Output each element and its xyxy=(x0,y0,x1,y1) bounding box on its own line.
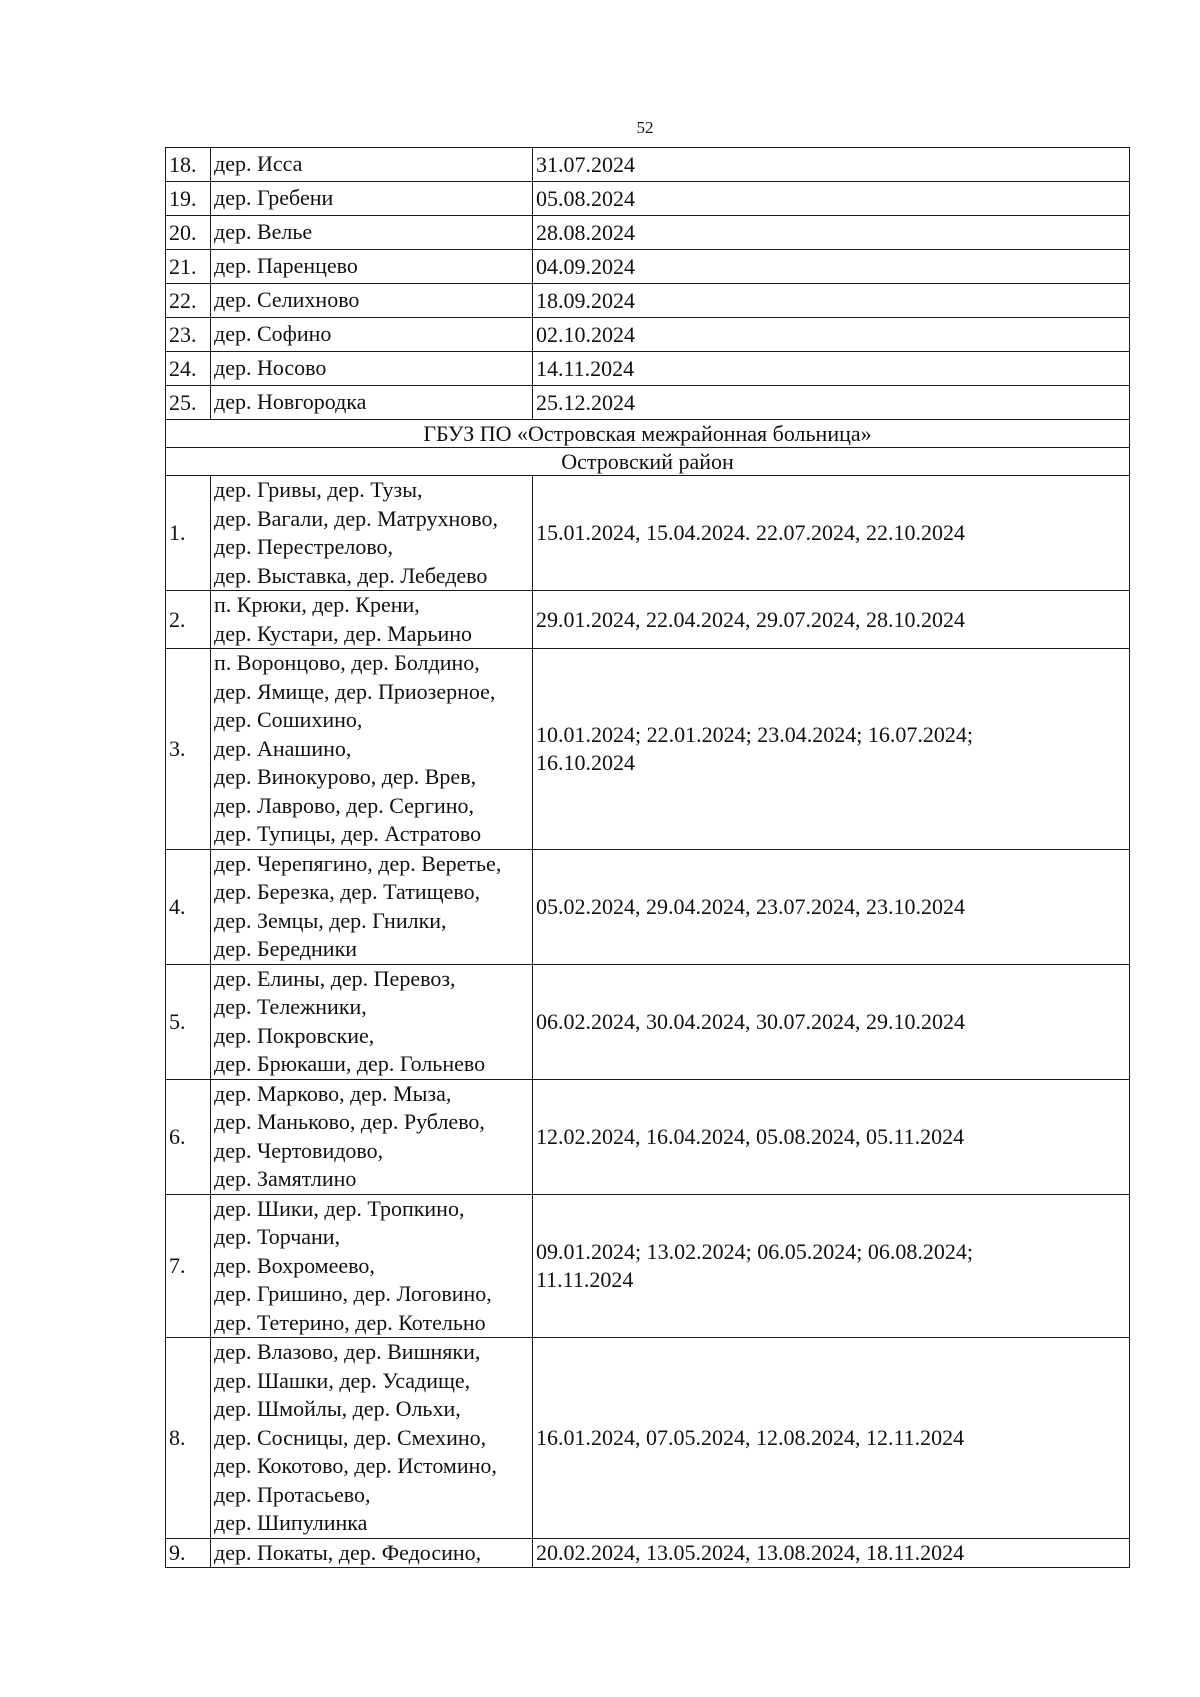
dates-cell: 31.07.2024 xyxy=(533,148,1130,182)
row-number: 4. xyxy=(166,849,211,964)
dates-cell: 28.08.2024 xyxy=(533,216,1130,250)
row-number: 8. xyxy=(166,1338,211,1539)
settlement-cell: дер. Покаты, дер. Федосино, xyxy=(211,1538,533,1568)
dates-cell: 10.01.2024; 22.01.2024; 23.04.2024; 16.07.2024; 16.10.2024 xyxy=(533,649,1130,850)
section-row xyxy=(166,420,1130,448)
dates-cell: 25.12.2024 xyxy=(533,386,1130,420)
dates-cell: 05.02.2024, 29.04.2024, 23.07.2024, 23.10.2024 xyxy=(533,849,1130,964)
row-number: 18. xyxy=(166,148,211,182)
table-row xyxy=(166,649,1130,850)
row-number: 7. xyxy=(166,1194,211,1338)
row-number: 9. xyxy=(166,1538,211,1568)
row-number: 21. xyxy=(166,250,211,284)
table-row xyxy=(166,318,1130,352)
row-number: 22. xyxy=(166,284,211,318)
row-number: 3. xyxy=(166,649,211,850)
settlement-cell: п. Воронцово, дер. Болдино, дер. Ямище, дер. Приозерное, дер. Сошихино, дер. Анашино, дер. Винокурово, дер. Врев, дер. Лаврово, дер. Сергино, дер. Тупицы, дер. Астратово xyxy=(211,649,533,850)
table-row xyxy=(166,1338,1130,1539)
row-number: 6. xyxy=(166,1079,211,1194)
table-row xyxy=(166,216,1130,250)
table-row xyxy=(166,849,1130,964)
settlement-cell: дер. Носово xyxy=(211,352,533,386)
row-number: 5. xyxy=(166,964,211,1079)
settlement-cell: дер. Новгородка xyxy=(211,386,533,420)
table-row xyxy=(166,476,1130,591)
dates-cell: 29.01.2024, 22.04.2024, 29.07.2024, 28.10.2024 xyxy=(533,591,1130,649)
table-row xyxy=(166,1538,1130,1568)
hospital-heading: ГБУЗ ПО «Островская межрайонная больница» xyxy=(166,420,1130,448)
table-row xyxy=(166,591,1130,649)
table-row xyxy=(166,352,1130,386)
settlement-cell: дер. Черепягино, дер. Веретье, дер. Березка, дер. Татищево, дер. Земцы, дер. Гнилки, дер. Бередники xyxy=(211,849,533,964)
row-number: 25. xyxy=(166,386,211,420)
settlement-cell: дер. Исса xyxy=(211,148,533,182)
dates-cell: 15.01.2024, 15.04.2024. 22.07.2024, 22.10.2024 xyxy=(533,476,1130,591)
schedule-table xyxy=(165,147,1130,1568)
table-row xyxy=(166,1194,1130,1338)
row-number: 19. xyxy=(166,182,211,216)
table-row xyxy=(166,182,1130,216)
row-number: 2. xyxy=(166,591,211,649)
settlement-cell: дер. Елины, дер. Перевоз, дер. Тележники, дер. Покровские, дер. Брюкаши, дер. Гольнево xyxy=(211,964,533,1079)
dates-cell: 04.09.2024 xyxy=(533,250,1130,284)
section-row xyxy=(166,448,1130,476)
row-number: 24. xyxy=(166,352,211,386)
dates-cell: 18.09.2024 xyxy=(533,284,1130,318)
row-number: 20. xyxy=(166,216,211,250)
settlement-cell: дер. Селихново xyxy=(211,284,533,318)
settlement-cell: дер. Влазово, дер. Вишняки, дер. Шашки, дер. Усадище, дер. Шмойлы, дер. Ольхи, дер. Сосницы, дер. Смехино, дер. Кокотово, дер. Истомино, дер. Протасьево, дер. Шипулинка xyxy=(211,1338,533,1539)
table-row xyxy=(166,386,1130,420)
settlement-cell: п. Крюки, дер. Крени, дер. Кустари, дер. Марьино xyxy=(211,591,533,649)
dates-cell: 02.10.2024 xyxy=(533,318,1130,352)
district-heading: Островский район xyxy=(166,448,1130,476)
dates-cell: 06.02.2024, 30.04.2024, 30.07.2024, 29.10.2024 xyxy=(533,964,1130,1079)
settlement-cell: дер. Шики, дер. Тропкино, дер. Торчани, дер. Вохромеево, дер. Гришино, дер. Логовино, дер. Тетерино, дер. Котельно xyxy=(211,1194,533,1338)
row-number: 1. xyxy=(166,476,211,591)
table-row xyxy=(166,964,1130,1079)
settlement-cell: дер. Софино xyxy=(211,318,533,352)
settlement-cell: дер. Гребени xyxy=(211,182,533,216)
table-row xyxy=(166,250,1130,284)
page-number: 52 xyxy=(636,118,654,137)
table-row xyxy=(166,148,1130,182)
dates-cell: 09.01.2024; 13.02.2024; 06.05.2024; 06.08.2024; 11.11.2024 xyxy=(533,1194,1130,1338)
dates-cell: 12.02.2024, 16.04.2024, 05.08.2024, 05.11.2024 xyxy=(533,1079,1130,1194)
row-number: 23. xyxy=(166,318,211,352)
dates-cell: 20.02.2024, 13.05.2024, 13.08.2024, 18.11.2024 xyxy=(533,1538,1130,1568)
table-row xyxy=(166,1079,1130,1194)
settlement-cell: дер. Гривы, дер. Тузы, дер. Вагали, дер. Матрухново, дер. Перестрелово, дер. Выставка, дер. Лебедево xyxy=(211,476,533,591)
dates-cell: 16.01.2024, 07.05.2024, 12.08.2024, 12.11.2024 xyxy=(533,1338,1130,1539)
dates-cell: 14.11.2024 xyxy=(533,352,1130,386)
settlement-cell: дер. Марково, дер. Мыза, дер. Маньково, дер. Рублево, дер. Чертовидово, дер. Замятлино xyxy=(211,1079,533,1194)
settlement-cell: дер. Велье xyxy=(211,216,533,250)
settlement-cell: дер. Паренцево xyxy=(211,250,533,284)
dates-cell: 05.08.2024 xyxy=(533,182,1130,216)
table-row xyxy=(166,284,1130,318)
